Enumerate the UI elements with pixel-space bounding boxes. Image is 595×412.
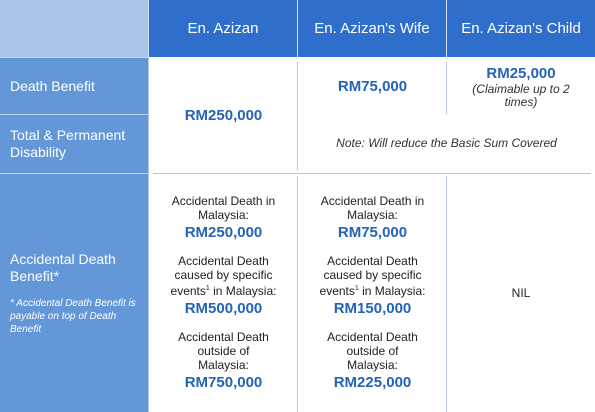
adb-specific-sup: 1 — [354, 284, 359, 292]
adb-specific-label — [166, 254, 281, 298]
child-adb-value: NIL — [511, 285, 531, 300]
divider — [446, 176, 447, 412]
wife-adb-specific-amount: RM150,000 — [333, 299, 412, 317]
death-benefit-label: Death Benefit — [10, 77, 95, 94]
row-label-death-benefit — [0, 57, 149, 114]
adb-specific-text: Accidental Death caused by specific events — [319, 253, 422, 298]
adb-footnote: * Accidental Death Benefit is payable on top of Death Benefit — [10, 297, 136, 335]
adb-in-malaysia-label: Accidental Death in Malaysia: — [320, 193, 425, 222]
wife-adb-outside-amount: RM225,000 — [333, 373, 412, 391]
adb-in-malaysia-label: Accidental Death in Malaysia: — [171, 193, 276, 222]
header-child: En. Azizan's Child — [447, 0, 595, 57]
tpd-note: Note: Will reduce the Basic Sum Covered — [336, 136, 557, 150]
divider — [446, 62, 447, 114]
adb-outside-label: Accidental Death outside of Malaysia: — [327, 329, 418, 372]
adb-label: Accidental Death Benefit* — [10, 250, 116, 284]
azizan-adb-specific-amount: RM500,000 — [184, 299, 263, 317]
header-corner — [0, 0, 149, 57]
tpd-label: Total & Permanent Disability — [10, 127, 126, 160]
azizan-adb-in-malaysia — [166, 194, 281, 242]
wife-adb-outside — [323, 330, 423, 392]
divider — [297, 62, 298, 170]
adb-specific-suffix: in Malaysia: — [209, 283, 277, 298]
wife-db-amount: RM75,000 — [337, 77, 408, 95]
adb-outside-label: Accidental Death outside of Malaysia: — [178, 329, 269, 372]
adb-specific-label — [315, 254, 430, 298]
divider — [297, 176, 298, 412]
azizan-adb-outside-amount: RM750,000 — [184, 373, 263, 391]
row-label-adb — [0, 173, 149, 412]
adb-specific-text: Accidental Death caused by specific events — [170, 253, 273, 298]
wife-db-cell — [298, 57, 447, 114]
header-wife: En. Azizan's Wife — [298, 0, 447, 57]
azizan-adb-cell — [149, 173, 298, 412]
divider — [153, 173, 591, 174]
divider — [148, 57, 149, 412]
tpd-note-cell — [298, 114, 595, 173]
wife-adb-in-malaysia — [315, 194, 430, 242]
azizan-db-amount: RM250,000 — [184, 107, 263, 124]
wife-adb-in-malaysia-amount: RM75,000 — [337, 223, 408, 241]
azizan-adb-specific — [166, 254, 281, 318]
azizan-adb-outside — [174, 330, 274, 392]
wife-adb-cell — [298, 173, 447, 412]
azizan-db-tpd-cell — [149, 57, 298, 173]
child-db-note: (Claimable up to 2 times) — [472, 81, 570, 109]
header-azizan: En. Azizan — [149, 0, 298, 57]
adb-specific-sup: 1 — [205, 284, 210, 292]
wife-adb-specific — [315, 254, 430, 318]
row-label-tpd — [0, 114, 149, 173]
child-adb-cell — [447, 173, 595, 412]
child-db-cell — [447, 57, 595, 114]
azizan-adb-in-malaysia-amount: RM250,000 — [184, 223, 263, 241]
adb-specific-suffix: in Malaysia: — [358, 283, 426, 298]
child-db-amount: RM25,000 — [486, 64, 556, 82]
